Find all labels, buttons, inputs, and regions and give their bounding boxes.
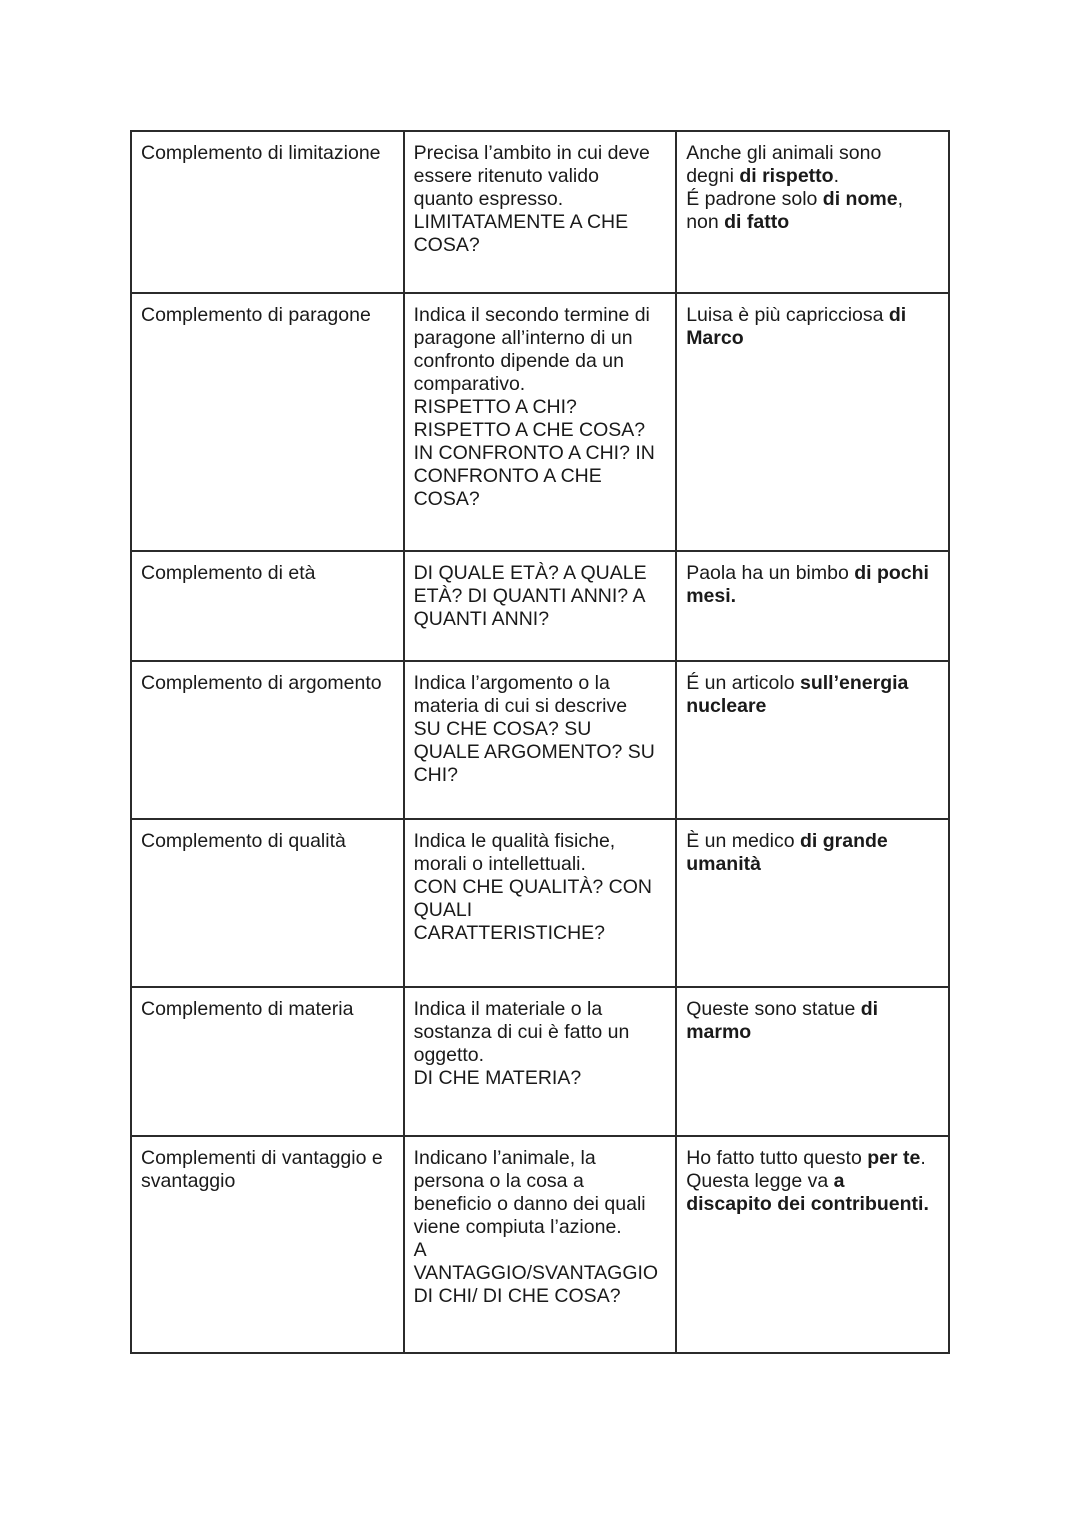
example-highlight: marmo [686,1021,752,1043]
example-line [686,211,939,234]
example-line [686,327,939,350]
table-row [131,551,949,661]
description-line: CARATTERISTICHE? [413,922,606,944]
description-line: Indica l’argomento o la [413,672,610,694]
example-line [686,672,939,695]
description-line: comparativo. [413,373,526,395]
example-line [686,142,939,165]
complement-name: Complementi di vantaggio e svantaggio [141,1147,383,1192]
description-line: DI QUALE ETÀ? A QUALE [413,562,647,584]
description-cell [404,551,677,661]
example-highlight: di nome [822,188,898,210]
description-line: quanto espresso. [413,188,564,210]
example-text: non [686,211,725,233]
description-line: Indica il materiale o la [413,998,603,1020]
description-line: LIMITATAMENTE A CHE [413,211,629,233]
example-highlight: di [860,998,879,1020]
description-line: QUALE ARGOMENTO? SU [413,741,655,763]
description-line: essere ritenuto valido [413,165,599,187]
example-text: Anche gli animali sono [686,142,882,164]
description-line: viene compiuta l’azione. [413,1216,622,1238]
example-line [686,1147,939,1170]
example-text: . [833,165,840,187]
description-line: DI CHI/ DI CHE COSA? [413,1285,621,1307]
description-line: paragone all’interno di un [413,327,633,349]
description-line: DI CHE MATERIA? [413,1067,582,1089]
description-line: QUANTI ANNI? [413,608,550,630]
example-highlight: di rispetto [739,165,834,187]
description-cell [404,661,677,819]
description-line: COSA? [413,488,480,510]
example-highlight: nucleare [686,695,767,717]
complement-name-cell [131,1136,404,1353]
table-row [131,131,949,293]
description-line: Precisa l’ambito in cui deve [413,142,650,164]
example-text: degni [686,165,740,187]
example-highlight: sull’energia [800,672,909,694]
complement-name: Complemento di età [141,562,316,584]
table-row [131,819,949,987]
example-text: Paola ha un bimbo [686,562,855,584]
example-highlight: di [888,304,907,326]
description-line: Indica il secondo termine di [413,304,650,326]
example-cell [676,551,949,661]
document-page [130,130,948,1354]
example-cell [676,131,949,293]
complement-name: Complemento di paragone [141,304,371,326]
table-row [131,293,949,551]
description-line: A [413,1239,427,1261]
complement-name: Complemento di materia [141,998,354,1020]
description-line: VANTAGGIO/SVANTAGGIO [413,1262,659,1284]
example-cell [676,987,949,1136]
example-highlight: umanità [686,853,761,875]
example-text: É un articolo [686,672,800,694]
example-line [686,998,939,1021]
example-highlight: Marco [686,327,744,349]
description-line: Indica le qualità fisiche, [413,830,616,852]
example-highlight: per te [867,1147,921,1169]
example-text: Queste sono statue [686,998,861,1020]
description-line: materia di cui si descrive [413,695,628,717]
example-cell [676,661,949,819]
complement-name-cell [131,661,404,819]
example-line [686,1021,939,1044]
description-line: Indicano l’animale, la [413,1147,596,1169]
complement-name: Complemento di limitazione [141,142,381,164]
description-line: RISPETTO A CHI? [413,396,577,418]
example-text: É padrone solo [686,188,823,210]
description-line: persona o la cosa a [413,1170,584,1192]
description-line: oggetto. [413,1044,485,1066]
description-cell [404,293,677,551]
description-line: CON CHE QUALITÀ? CON [413,876,652,898]
example-cell [676,293,949,551]
example-text: È un medico [686,830,800,852]
example-line [686,1193,939,1216]
example-highlight: discapito dei contribuenti. [686,1193,929,1215]
description-line: CHI? [413,764,459,786]
example-line [686,188,939,211]
example-line [686,830,939,853]
example-highlight: mesi. [686,585,737,607]
description-line: morali o intellettuali. [413,853,586,875]
complement-name-cell [131,551,404,661]
description-line: sostanza di cui è fatto un [413,1021,630,1043]
example-line [686,1170,939,1193]
complement-name-cell [131,293,404,551]
complement-name-cell [131,131,404,293]
complements-table [130,130,950,1354]
description-line: RISPETTO A CHE COSA? [413,419,646,441]
example-text: Luisa è più capricciosa [686,304,889,326]
complement-name-cell [131,819,404,987]
description-line: CONFRONTO A CHE [413,465,602,487]
description-line: ETÀ? DI QUANTI ANNI? A [413,585,646,607]
table-row [131,1136,949,1353]
example-text: Ho fatto tutto questo [686,1147,868,1169]
description-cell [404,987,677,1136]
example-text: . [920,1147,926,1169]
example-line [686,585,939,608]
table-row [131,661,949,819]
example-cell [676,1136,949,1353]
example-highlight: di grande [800,830,888,852]
table-row [131,987,949,1136]
description-line: IN CONFRONTO A CHI? IN [413,442,655,464]
example-line [686,695,939,718]
example-line [686,304,939,327]
description-line: QUALI [413,899,473,921]
description-line: COSA? [413,234,480,256]
complement-name: Complemento di argomento [141,672,382,694]
example-highlight: a [833,1170,845,1192]
complement-name-cell [131,987,404,1136]
example-line [686,853,939,876]
description-cell [404,1136,677,1353]
example-text: , [897,188,903,210]
complement-name: Complemento di qualità [141,830,346,852]
example-line [686,562,939,585]
example-highlight: di pochi [854,562,929,584]
example-text: Questa legge va [686,1170,834,1192]
example-highlight: di fatto [724,211,790,233]
description-line: SU CHE COSA? SU [413,718,592,740]
description-cell [404,819,677,987]
example-cell [676,819,949,987]
description-line: beneficio o danno dei quali [413,1193,646,1215]
example-line [686,165,939,188]
description-cell [404,131,677,293]
description-line: confronto dipende da un [413,350,624,372]
